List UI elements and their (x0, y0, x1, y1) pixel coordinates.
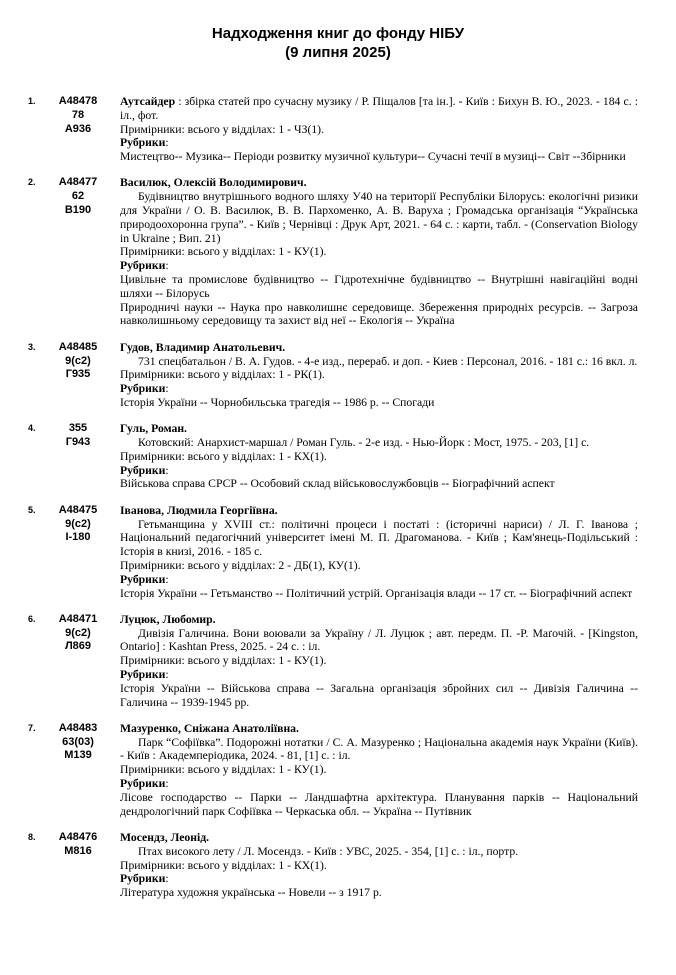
rubrics-list (120, 477, 638, 491)
author-heading: Мосендз, Леонід. (120, 830, 210, 844)
call-number-line: А936 (64, 122, 92, 135)
bibliographic-description (120, 845, 638, 859)
catalog-entry (28, 722, 676, 819)
rubric-item: Література художня українська -- Новели -- з 1917 р. (120, 886, 382, 900)
entries-list (0, 95, 676, 900)
copies-line: Примірники: всього у відділах: 1 - КХ(1). (120, 858, 327, 872)
rubric-item: Історія України -- Гетьманство -- Політичний устрій. Організація влади -- 17 ст. -- Біографічний аспект (120, 586, 633, 600)
entry-body (102, 504, 638, 601)
copies-line: Примірники: всього у відділах: 1 - КУ(1). (120, 654, 327, 668)
entry-number: 1. (28, 96, 36, 106)
copies-line: Примірники: всього у відділах: 2 - ДБ(1), КУ(1). (120, 558, 361, 572)
call-number (54, 504, 102, 601)
rubrics-label: Рубрики: (120, 572, 169, 586)
author-heading: Гудов, Владимир Анатольевич. (120, 340, 286, 354)
call-number (54, 831, 102, 900)
call-number-line: В190 (64, 204, 92, 217)
rubrics-list (120, 791, 638, 819)
rubrics-list (120, 273, 638, 328)
catalog-entry (28, 504, 676, 601)
description-text: Дивізія Галичина. Вони воювали за Україну / Л. Луцюк ; авт. передм. П. -Р. Маґочій. - [Kingston, Ontario] : Kashtan Press, 2025. - 24 с. : іл. (120, 626, 638, 654)
description-text: : збірка статей про сучасну музику / Р. Піщалов [та ін.]. - Київ : Бихун В. Ю., 2023. - 184 с. : іл., фот. (120, 95, 638, 122)
author-heading: Іванова, Людмила Георгіївна. (120, 503, 278, 517)
copies-line: Примірники: всього у відділах: 1 - КУ(1). (120, 763, 327, 777)
rubric-item: Цивільне та промислове будівництво -- Гідротехнічне будівництво -- Внутрішні навігаційні водні шляхи -- Білорусь (120, 273, 638, 300)
call-number (54, 613, 102, 710)
page-header (0, 0, 676, 62)
entry-number: 3. (28, 341, 36, 352)
call-number-line: 9(с2) (65, 354, 91, 367)
call-number-line: 78 (71, 108, 85, 121)
call-number-line: А48483 (58, 721, 98, 734)
entry-number: 6. (28, 613, 36, 624)
entry-body (102, 341, 638, 410)
bibliographic-description (120, 436, 638, 450)
call-number-line: А48477 (58, 176, 98, 189)
catalog-entry (28, 95, 676, 164)
title-lead: Аутсайдер (120, 95, 176, 108)
call-number-line: 355 (68, 422, 88, 435)
entry-number: 4. (28, 423, 36, 434)
copies-line: Примірники: всього у відділах: 1 - КХ(1). (120, 449, 327, 463)
author-heading: Гуль, Роман. (120, 422, 187, 436)
copies-line: Примірники: всього у відділах: 1 - РК(1). (120, 368, 325, 382)
catalog-entry (28, 341, 676, 410)
bibliographic-description (120, 95, 638, 123)
rubric-item: Історія України -- Військова справа -- Загальна організація збройних сил -- Дивізія Галичина -- Галичина -- 1939-1945 рр. (120, 681, 638, 709)
description-text: Птах високого лету / Л. Мосендз. - Київ : УВС, 2025. - 354, [1] с. : іл., портр. (138, 844, 519, 858)
entry-number: 5. (28, 504, 36, 515)
bibliographic-description (120, 627, 638, 655)
entry-body (102, 722, 638, 819)
call-number-line: М139 (64, 749, 92, 762)
page-title: Надходження книг до фонду НІБУ (211, 25, 465, 42)
catalog-entry (28, 831, 676, 900)
call-number (54, 176, 102, 328)
call-number (54, 95, 102, 164)
entry-number: 2. (28, 177, 36, 188)
catalog-entry (28, 422, 676, 491)
entry-body (102, 831, 638, 900)
call-number-line: І-180 (65, 531, 91, 544)
rubrics-label: Рубрики: (120, 259, 169, 273)
rubrics-label: Рубрики: (120, 777, 169, 791)
call-number-line: Г943 (65, 436, 91, 449)
call-number-line: 62 (71, 190, 85, 203)
call-number-line: М816 (64, 844, 92, 857)
description-text: Будівництво внутрішнього водного шляху У40 на території Республіки Білорусь: екологічні ризики для України / О. В. Василюк, В. В. Пархоменко, А. В. Варуха ; Громадська організація “Українська природоохоронна група”. - Київ ; Чернівці : Друк Арт, 2021. - 64 с. : карти, табл. - (Conservation Biology in Ukraine ; Вип. 21) (120, 190, 638, 245)
call-number-line: А48485 (58, 340, 98, 353)
bibliographic-description (120, 518, 638, 559)
call-number-line: А48475 (58, 503, 98, 516)
description-text: Парк “Софіївка”. Подорожні нотатки / С. А. Мазуренко ; Національна академія наук України (Київ). - Київ : Академперіодика, 2024. - 81, [1] с. : іл. (120, 735, 638, 763)
description-text: Котовский: Анархист-маршал / Роман Гуль. - 2-е изд. - Нью-Йорк : Мост, 1975. - 203, [1] с. (138, 436, 590, 450)
call-number (54, 422, 102, 491)
copies-line: Примірники: всього у відділах: 1 - ЧЗ(1). (120, 122, 325, 136)
author-heading: Луцюк, Любомир. (120, 612, 216, 626)
rubrics-label: Рубрики: (120, 667, 169, 681)
call-number (54, 341, 102, 410)
entry-body (102, 422, 638, 491)
call-number (54, 722, 102, 819)
rubrics-label: Рубрики: (120, 382, 169, 396)
author-heading: Мазуренко, Сніжана Анатоліївна. (120, 721, 299, 735)
rubric-item: Військова справа СРСР -- Особовий склад військовослужбовців -- Біографічний аспект (120, 477, 555, 491)
rubric-item: Історія України -- Чорнобильська трагедія -- 1986 р. -- Спогади (120, 395, 435, 409)
call-number-line: А48476 (58, 830, 98, 843)
entry-body (102, 176, 638, 328)
catalog-entry (28, 176, 676, 328)
entry-number: 7. (28, 722, 36, 733)
page-subtitle: (9 липня 2025) (285, 43, 391, 61)
rubrics-list (120, 150, 638, 164)
author-heading: Василюк, Олексій Володимирович. (120, 176, 307, 190)
copies-line: Примірники: всього у відділах: 1 - КУ(1). (120, 245, 327, 259)
catalog-entry (28, 613, 676, 710)
description-text: Гетьманщина у XVIII ст.: політичні процеси і постаті : (історичні нариси) / Л. Г. Іванова ; Національний педагогічний університет імені М. П. Драгоманова. - Київ ; Кам'янець-Подільський : Історія в книзі, 2016. - 185 с. (120, 517, 638, 559)
rubrics-list (120, 587, 638, 601)
call-number-line: 63(03) (62, 735, 94, 748)
rubrics-label: Рубрики: (120, 872, 169, 886)
rubric-item: Лісове господарство -- Парки -- Ландшафтна архітектура. Планування парків -- Національний дендрологічний парк Софіївка -- Черкаська обл. -- Україна -- Путівник (120, 790, 638, 818)
rubric-item: Мистецтво-- Музика-- Періоди розвитку музичної культури-- Сучасні течії в музиці-- Світ --Збірники (120, 150, 626, 164)
rubrics-list (120, 886, 638, 900)
bibliographic-description (120, 736, 638, 764)
call-number-line: А48471 (58, 612, 98, 625)
call-number-line: Л869 (64, 640, 92, 653)
rubrics-list (120, 682, 638, 710)
entry-number: 8. (28, 831, 36, 842)
rubrics-label: Рубрики: (120, 136, 169, 150)
rubrics-label: Рубрики: (120, 463, 169, 477)
call-number-line: 9(с2) (65, 626, 91, 639)
bibliographic-description (120, 355, 638, 369)
rubric-item: Природничі науки -- Наука про навколишнє середовище. Збереження природніх ресурсів. -- Загроза навколишньому середовищу та захист від неї -- Екологія -- Україна (120, 300, 638, 328)
entry-body (102, 95, 638, 164)
description-text: 731 спецбатальон / В. А. Гудов. - 4-е изд., перераб. и доп. - Киев : Персонал, 2016. - 181 с.: 16 вкл. л. (138, 354, 638, 368)
call-number-line: А48478 (58, 95, 98, 107)
entry-body (102, 613, 638, 710)
bibliographic-description (120, 190, 638, 245)
rubrics-list (120, 396, 638, 410)
call-number-line: 9(с2) (65, 517, 91, 530)
call-number-line: Г935 (65, 368, 91, 381)
